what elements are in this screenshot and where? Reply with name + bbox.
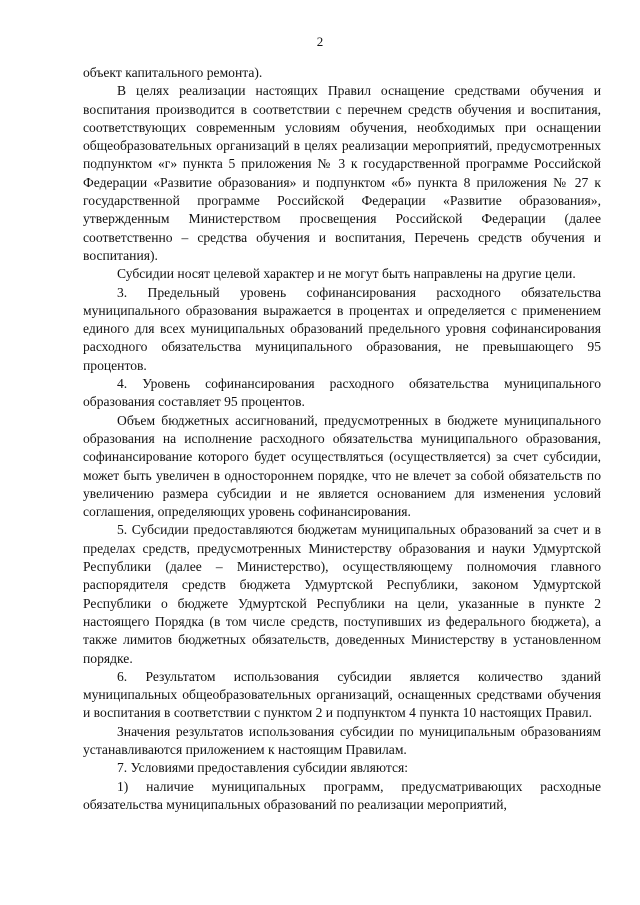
paragraph: 5. Субсидии предоставляются бюджетам муниципальных образований за счет и в пределах средств, предусмотренных Министерству образования и науки Удмуртской Республики (далее – Министерство), осуществляющему полномочия главного распорядителя средств бюджета Удмуртской Республики, законом Удмуртской Республики о бюджете Удмуртской Республики на цели, указанные в пункте 2 настоящего Порядка (в том числе средств, поступивших из федерального бюджета), а также лимитов бюджетных обязательств, доведенных Министерству в установленном порядке. <box>83 522 601 666</box>
paragraph: 4. Уровень софинансирования расходного обязательства муниципального образования составляет 95 процентов. <box>83 376 601 410</box>
paragraph: В целях реализации настоящих Правил оснащение средствами обучения и воспитания производится в соответствии с перечнем средств обучения и воспитания, соответствующих современным условиям обучения, необходимых при оснащении общеобразовательных организаций в целях реализации мероприятий, предусмотренных подпунктом «г» пункта 5 приложения № 3 к государственной программе Российской Федерации «Развитие образования» и подпунктом «б» пункта 8 приложения № 27 к государственной программе Российской Федерации «Развитие образования», утвержденным Министерством просвещения Российской Федерации (далее соответственно – средства обучения и воспитания, Перечень средств обучения и воспитания). <box>83 83 601 263</box>
paragraph: 3. Предельный уровень софинансирования расходного обязательства муниципального образования выражается в процентах и определяется с применением единого для всех муниципальных образований предельного уровня софинансирования расходного обязательства муниципального образования, не превышающего 95 процентов. <box>83 284 601 373</box>
page-number: 2 <box>316 34 324 49</box>
paragraph: Объем бюджетных ассигнований, предусмотренных в бюджете муниципального образования на исполнение расходного обязательства муниципального образования, софинансирование которого будет осуществляться (осуществляется) за счет субсидии, может быть увеличен в одностороннем порядке, что не влечет за собой обязательств по увеличению размера субсидии и не является основанием для изменения условий соглашения, определяющих уровень софинансирования. <box>83 412 601 520</box>
paragraph: 1) наличие муниципальных программ, предусматривающих расходные обязательства муниципальных образований по реализации мероприятий, <box>83 778 601 812</box>
paragraph: Значения результатов использования субсидии по муниципальным образованиям устанавливаются приложением к настоящим Правилам. <box>83 723 601 757</box>
paragraph: Субсидии носят целевой характер и не могут быть направлены на другие цели. <box>117 266 576 282</box>
document-body <box>83 64 601 814</box>
paragraph: 7. Условиями предоставления субсидии являются: <box>117 760 409 776</box>
paragraph: объект капитального ремонта). <box>83 65 263 80</box>
paragraph: 6. Результатом использования субсидии является количество зданий муниципальных общеобразовательных организаций, оснащенных средствами обучения и воспитания в соответствии с пунктом 2 и подпунктом 4 пункта 10 настоящих Правил. <box>83 668 601 721</box>
